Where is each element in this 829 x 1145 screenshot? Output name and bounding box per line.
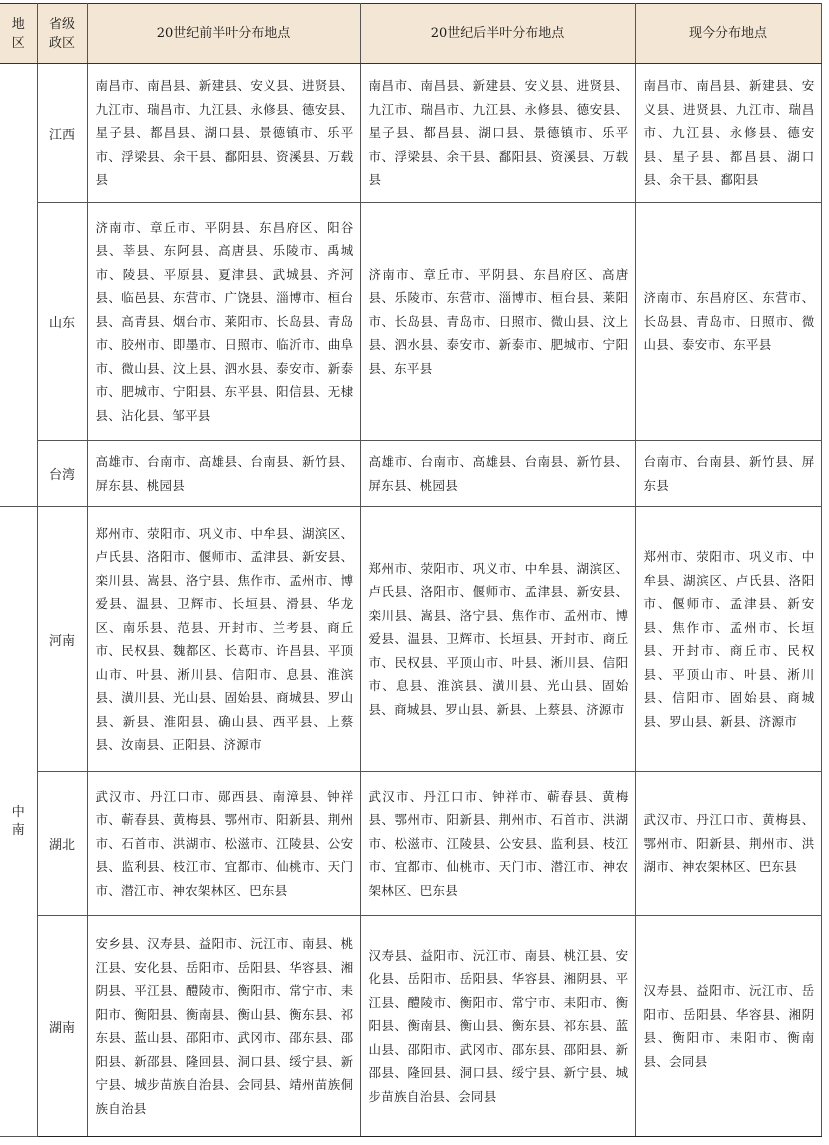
header-early-20th: 20世纪前半叶分布地点 xyxy=(87,4,360,64)
table-row xyxy=(0,441,821,507)
header-province: 省级政区 xyxy=(37,4,87,64)
table-row xyxy=(0,916,821,1137)
header-late-20th: 20世纪后半叶分布地点 xyxy=(360,4,635,64)
distribution-table xyxy=(0,3,822,1137)
province-cell: 江西 xyxy=(37,64,87,203)
current-cell: 南昌市、南昌县、新建县、安义县、进贤县、九江市、瑞昌市、九江县、永修县、德安县、星子县、都昌县、湖口县、余干县、鄱阳县 xyxy=(635,64,821,203)
early-cell: 南昌市、南昌县、新建县、安义县、进贤县、九江市、瑞昌市、九江县、永修县、德安县、星子县、都昌县、湖口县、景德镇市、乐平市、浮梁县、余干县、鄱阳县、资溪县、万载县 xyxy=(87,64,360,203)
late-cell: 济南市、章丘市、平阴县、东昌府区、高唐县、乐陵市、东营市、淄博市、桓台县、莱阳市、长岛县、青岛市、日照市、微山县、汶上县、泗水县、泰安市、新泰市、肥城市、宁阳县、东平县 xyxy=(360,203,635,441)
region-cell-east xyxy=(0,64,37,507)
early-cell: 郑州市、荥阳市、巩义市、中牟县、湖滨区、卢氏县、洛阳市、偃师市、孟津县、新安县、栾川县、嵩县、洛宁县、焦作市、孟州市、博爱县、温县、卫辉市、长垣县、滑县、华龙区、南乐县、范县、开封市、兰考县、商丘市、民权县、魏都区、长葛市、许昌县、平顶山市、叶县、淅川县、信阳市、息县、淮滨县、潢川县、光山县、固始县、商城县、罗山县、新县、淮阳县、确山县、西平县、上蔡县、汝南县、正阳县、济源市 xyxy=(87,507,360,772)
table-row xyxy=(0,64,821,203)
current-cell: 汉寿县、益阳市、沅江市、岳阳市、岳阳县、华容县、湘阴县、衡阳市、耒阳市、衡南县、会同县 xyxy=(635,916,821,1137)
region-cell-central-south: 中南 xyxy=(0,507,37,1137)
early-cell: 济南市、章丘市、平阴县、东昌府区、阳谷县、莘县、东阿县、高唐县、乐陵市、禹城市、陵县、平原县、夏津县、武城县、齐河县、临邑县、东营市、广饶县、淄博市、桓台县、高青县、烟台市、莱阳市、长岛县、青岛市、胶州市、即墨市、日照市、临沂市、曲阜市、微山县、汶上县、泗水县、泰安市、新泰市、肥城市、宁阳县、东平县、阳信县、无棣县、沾化县、邹平县 xyxy=(87,203,360,441)
province-cell: 湖南 xyxy=(37,916,87,1137)
province-cell: 台湾 xyxy=(37,441,87,507)
current-cell: 台南市、台南县、新竹县、屏东县 xyxy=(635,441,821,507)
table-row xyxy=(0,203,821,441)
table-row xyxy=(0,772,821,916)
late-cell: 高雄市、台南市、高雄县、台南县、新竹县、屏东县、桃园县 xyxy=(360,441,635,507)
late-cell: 郑州市、荥阳市、巩义市、中牟县、湖滨区、卢氏县、洛阳市、偃师市、孟津县、新安县、栾川县、嵩县、洛宁县、焦作市、孟州市、博爱县、温县、卫辉市、长垣县、开封市、商丘市、民权县、平顶山市、叶县、淅川县、信阳市、息县、淮滨县、潢川县、光山县、固始县、商城县、罗山县、新县、上蔡县、济源市 xyxy=(360,507,635,772)
header-current: 现今分布地点 xyxy=(635,4,821,64)
late-cell: 武汉市、丹江口市、钟祥市、蕲春县、黄梅县、鄂州市、阳新县、荆州市、石首市、洪湖市、松滋市、江陵县、公安县、监利县、枝江市、宜都市、仙桃市、天门市、潜江市、神农架林区、巴东县 xyxy=(360,772,635,916)
province-cell: 山东 xyxy=(37,203,87,441)
table-header-row xyxy=(0,4,821,64)
early-cell: 武汉市、丹江口市、郧西县、南漳县、钟祥市、蕲春县、黄梅县、鄂州市、阳新县、荆州市、石首市、洪湖市、松滋市、江陵县、公安县、监利县、枝江市、宜都市、仙桃市、天门市、潜江市、神农架林区、巴东县 xyxy=(87,772,360,916)
table-row xyxy=(0,507,821,772)
current-cell: 济南市、东昌府区、东营市、长岛县、青岛市、日照市、微山县、泰安市、东平县 xyxy=(635,203,821,441)
current-cell: 郑州市、荥阳市、巩义市、中牟县、湖滨区、卢氏县、洛阳市、偃师市、孟津县、新安县、焦作市、孟州市、长垣县、开封市、商丘市、民权县、平顶山市、叶县、淅川县、信阳市、固始县、商城县、罗山县、新县、济源市 xyxy=(635,507,821,772)
province-cell: 河南 xyxy=(37,507,87,772)
late-cell: 汉寿县、益阳市、沅江市、南县、桃江县、安化县、岳阳市、岳阳县、华容县、湘阴县、平江县、醴陵市、衡阳市、常宁市、耒阳市、衡阳县、衡南县、衡山县、衡东县、祁东县、蓝山县、邵阳市、武冈市、邵东县、邵阳县、新邵县、隆回县、洞口县、绥宁县、新宁县、城步苗族自治县、会同县 xyxy=(360,916,635,1137)
current-cell: 武汉市、丹江口市、黄梅县、鄂州市、阳新县、荆州市、洪湖市、神农架林区、巴东县 xyxy=(635,772,821,916)
late-cell: 南昌市、南昌县、新建县、安义县、进贤县、九江市、瑞昌市、九江县、永修县、德安县、星子县、都昌县、湖口县、景德镇市、乐平市、浮梁县、余干县、鄱阳县、资溪县、万载县 xyxy=(360,64,635,203)
province-cell: 湖北 xyxy=(37,772,87,916)
early-cell: 高雄市、台南市、高雄县、台南县、新竹县、屏东县、桃园县 xyxy=(87,441,360,507)
early-cell: 安乡县、汉寿县、益阳市、沅江市、南县、桃江县、安化县、岳阳市、岳阳县、华容县、湘阴县、平江县、醴陵市、衡阳市、常宁市、耒阳市、衡阳县、衡南县、衡山县、衡东县、祁东县、蓝山县、邵阳市、武冈市、邵东县、邵阳县、新邵县、隆回县、洞口县、绥宁县、新宁县、城步苗族自治县、会同县、靖州苗族侗族自治县 xyxy=(87,916,360,1137)
header-region: 地区 xyxy=(0,4,37,64)
